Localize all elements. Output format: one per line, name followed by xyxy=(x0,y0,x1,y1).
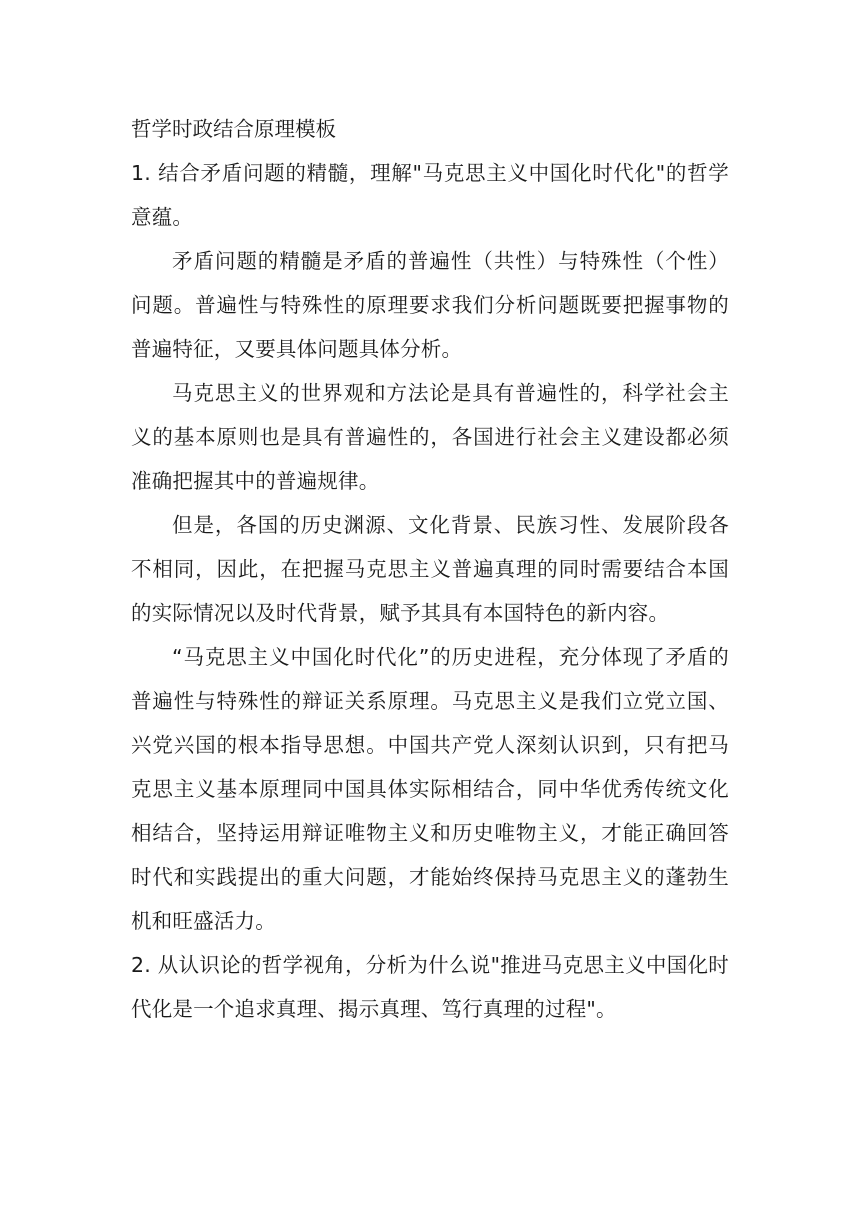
paragraph-1: 矛盾问题的精髓是矛盾的普遍性（共性）与特殊性（个性）问题。普遍性与特殊性的原理要求我们分析问题既要把握事物的普遍特征，又要具体问题具体分析。 xyxy=(131,249,729,361)
question-2: 2. 从认识论的哲学视角，分析为什么说"推进马克思主义中国化时代化是一个追求真理、揭示真理、笃行真理的过程"。 xyxy=(131,953,729,1021)
paragraph-2: 马克思主义的世界观和方法论是具有普遍性的，科学社会主义的基本原则也是具有普遍性的，各国进行社会主义建设都必须准确把握其中的普遍规律。 xyxy=(131,381,729,493)
document-body xyxy=(131,107,729,1031)
paragraph-3: 但是，各国的历史渊源、文化背景、民族习性、发展阶段各不相同，因此，在把握马克思主义普遍真理的同时需要结合本国的实际情况以及时代背景，赋予其具有本国特色的新内容。 xyxy=(131,513,729,625)
paragraph-4: “马克思主义中国化时代化”的历史进程，充分体现了矛盾的普遍性与特殊性的辩证关系原理。马克思主义是我们立党立国、兴党兴国的根本指导思想。中国共产党人深刻认识到，只有把马克思主义基本原理同中国具体实际相结合，同中华优秀传统文化相结合，坚持运用辩证唯物主义和历史唯物主义，才能正确回答时代和实践提出的重大问题，才能始终保持马克思主义的蓬勃生机和旺盛活力。 xyxy=(131,645,729,933)
question-1: 1. 结合矛盾问题的精髓，理解"马克思主义中国化时代化"的哲学意蕴。 xyxy=(131,161,729,229)
document-title: 哲学时政结合原理模板 xyxy=(131,117,336,141)
